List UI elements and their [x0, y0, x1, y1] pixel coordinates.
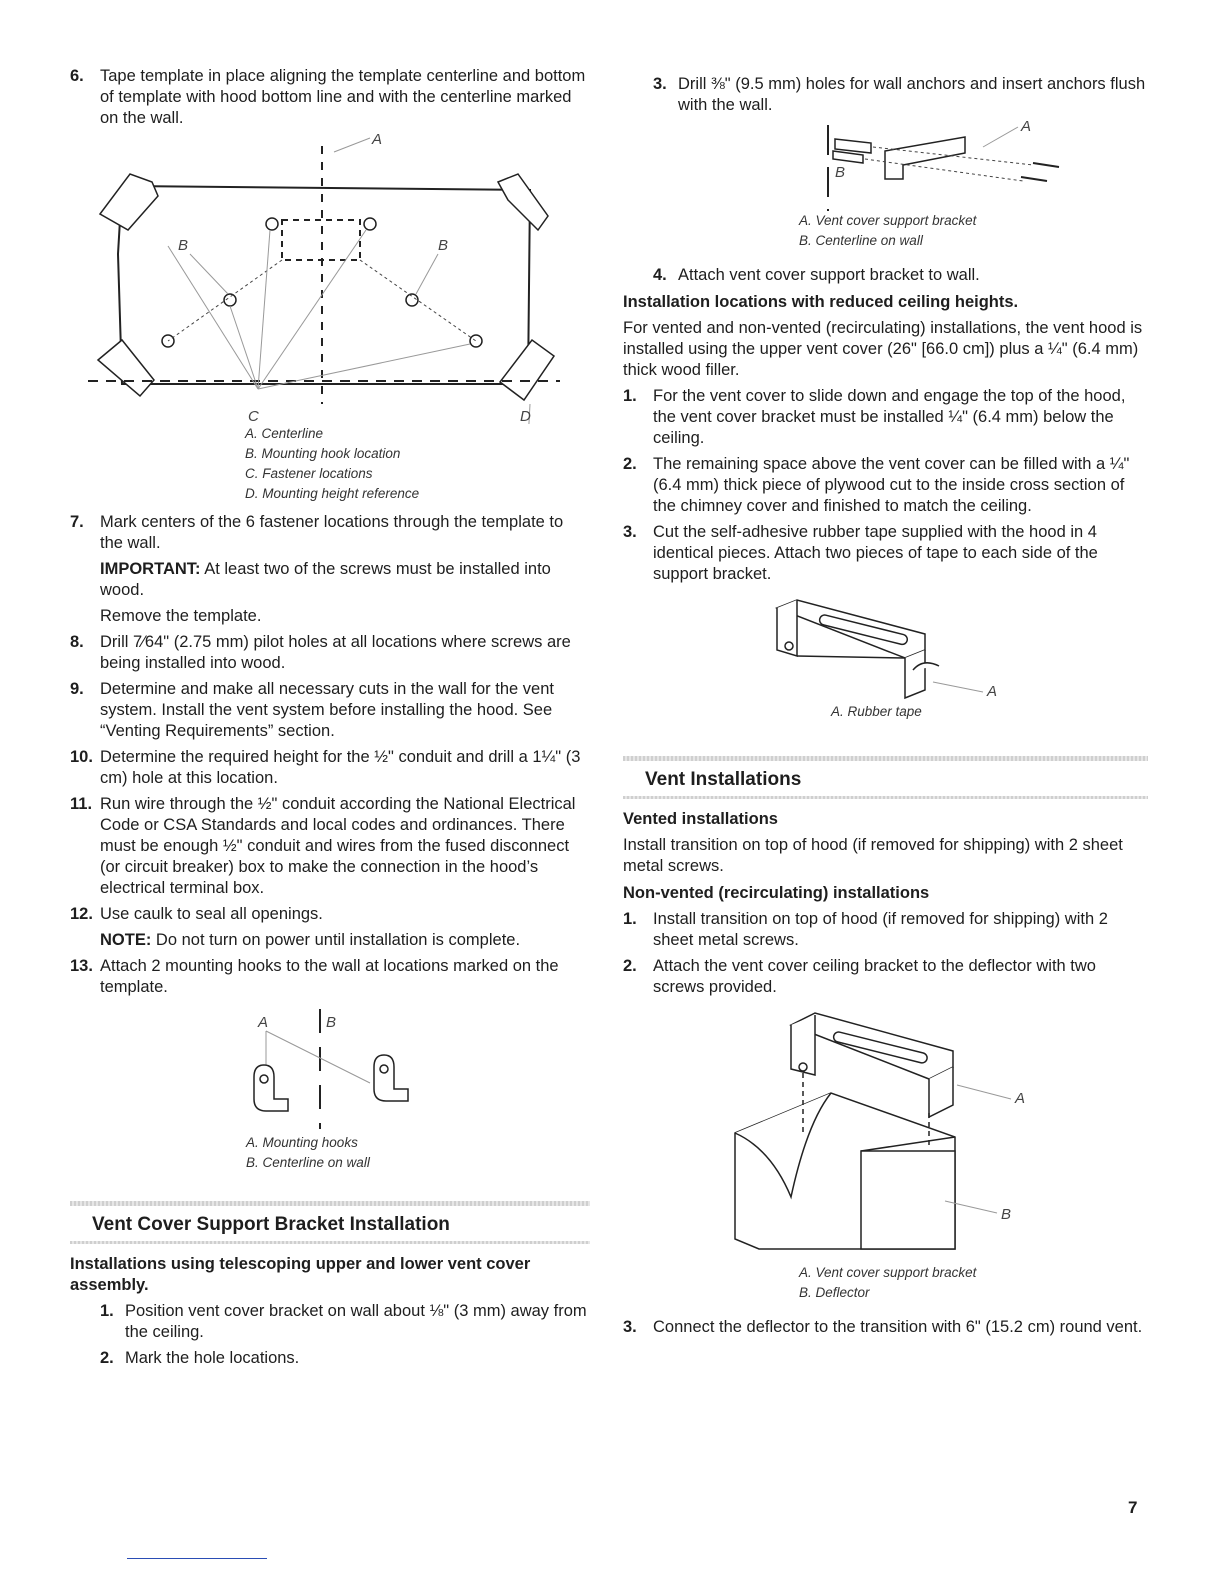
- nonvented-step-2: 2. Attach the vent cover ceiling bracket to the deflector with two screws provided.: [623, 957, 1096, 996]
- step-number: 6.: [70, 67, 84, 85]
- subsection-heading: Non-vented (recirculating) installations: [623, 884, 930, 902]
- section-header: [70, 1201, 590, 1244]
- paragraph: For vented and non-vented (recirculating) installations, the vent hood is installed using the upper vent cover (26" [66.0 cm]) plus a ¼" (6.4 mm) thick wood filler.: [623, 319, 1143, 379]
- label-b: B: [1001, 1206, 1012, 1223]
- power-note: NOTE: Do not turn on power until installation is complete.: [100, 931, 521, 949]
- figure-caption: A. Vent cover support bracket B. Centerline on wall: [799, 213, 977, 248]
- important-note: IMPORTANT: At least two of the screws must be installed into wood.: [100, 560, 551, 599]
- sub-step-3: 3. Drill ⅜" (9.5 mm) holes for wall anchors and insert anchors flush with the wall.: [653, 75, 1146, 114]
- page-number: 7: [1128, 1498, 1138, 1517]
- reduced-step-1: 1. For the vent cover to slide down and engage the top of the hood, the vent cover bracket must be installed ¼" (6.4 mm) below the ceiling.: [623, 387, 1126, 447]
- step-9: 9. Determine and make all necessary cuts in the wall for the vent system. Install the vent system before installing the hood. See “Venting Requirements” section.: [70, 680, 554, 740]
- figure-caption: A. Centerline B. Mounting hook location C. Fastener locations D. Mounting height reference: [245, 426, 420, 501]
- anchors-figure: [623, 121, 1148, 251]
- figure-caption: A. Rubber tape: [831, 704, 922, 719]
- hooks-diagram: [70, 1003, 570, 1133]
- sub-step-4: 4. Attach vent cover support bracket to wall.: [653, 266, 980, 284]
- step-13: 13. Attach 2 mounting hooks to the wall at locations marked on the template.: [70, 957, 559, 996]
- step-8: 8. Drill 7⁄64" (2.75 mm) pilot holes at all locations where screws are being installed into wood.: [70, 633, 571, 672]
- figure-caption: A. Mounting hooks B. Centerline on wall: [246, 1135, 370, 1170]
- reduced-step-2: 2. The remaining space above the vent cover can be filled with a ¼" (6.4 mm) thick piece of plywood cut to the inside cross section of the chimney cover and finished to match the ceiling.: [623, 455, 1130, 515]
- figure-caption: A. Vent cover support bracket B. Deflector: [799, 1265, 977, 1300]
- hooks-figure: [70, 1003, 590, 1173]
- tape-figure: [623, 590, 1148, 722]
- nonvented-step-3: 3. Connect the deflector to the transition with 6" (15.2 cm) round vent.: [623, 1318, 1143, 1336]
- template-diagram: [70, 134, 570, 424]
- template-figure: [70, 134, 590, 504]
- sub-step-2: 2. Mark the hole locations.: [100, 1349, 300, 1367]
- label-b-left: B: [178, 237, 189, 254]
- reduced-step-3: 3. Cut the self-adhesive rubber tape supplied with the hood in 4 identical pieces. Attach two pieces of tape to each side of the support bracket.: [623, 523, 1098, 583]
- step-11: 11. Run wire through the ½" conduit according the National Electrical Code or CSA Standards and local codes and ordinances. There must be enough ½" conduit and wires from the fused disconnect (or circuit breaker) box to make the connection in the hood’s electrical terminal box.: [70, 795, 576, 897]
- label-a: A: [987, 683, 998, 700]
- section-title: Vent Installations: [645, 769, 802, 790]
- footer-rule: [127, 1558, 267, 1559]
- paragraph: Install transition on top of hood (if removed for shipping) with 2 sheet metal screws.: [623, 836, 1123, 875]
- label-b: B: [835, 164, 846, 181]
- step-12: 12. Use caulk to seal all openings.: [70, 905, 323, 923]
- remove-template: Remove the template.: [100, 607, 262, 625]
- label-a: A: [1015, 1090, 1026, 1107]
- anchors-diagram: [623, 121, 1148, 211]
- label-a: A: [372, 134, 383, 148]
- nonvented-step-1: 1. Install transition on top of hood (if removed for shipping) with 2 sheet metal screws.: [623, 910, 1108, 949]
- label-a: A: [1021, 121, 1032, 135]
- label-c: C: [248, 408, 259, 424]
- deflector-figure: [623, 1003, 1148, 1303]
- label-a: A: [258, 1014, 269, 1031]
- label-b-right: B: [438, 237, 449, 254]
- subsection-heading: Vented installations: [623, 810, 778, 828]
- label-b: B: [326, 1014, 337, 1031]
- step-6: [70, 66, 590, 129]
- sub-step-1: 1. Position vent cover bracket on wall about ⅛" (3 mm) away from the ceiling.: [100, 1302, 587, 1341]
- tape-bracket-diagram: [623, 590, 1148, 702]
- subsection-heading: Installation locations with reduced ceiling heights.: [623, 293, 1019, 311]
- subsection-heading: Installations using telescoping upper and lower vent cover assembly.: [70, 1255, 531, 1294]
- section-header: [623, 756, 1148, 799]
- label-d: D: [520, 408, 531, 424]
- step-7: 7. Mark centers of the 6 fastener locations through the template to the wall.: [70, 513, 564, 552]
- step-10: 10. Determine the required height for the ½" conduit and drill a 1¼" (3 cm) hole at this location.: [70, 748, 581, 787]
- section-title: Vent Cover Support Bracket Installation: [92, 1214, 450, 1235]
- left-column: [70, 66, 590, 1374]
- step-text: Tape template in place aligning the template centerline and bottom of template with hood bottom line and with the centerline marked on the wall.: [100, 67, 586, 127]
- deflector-diagram: [623, 1003, 1148, 1263]
- right-column: [623, 74, 1148, 1343]
